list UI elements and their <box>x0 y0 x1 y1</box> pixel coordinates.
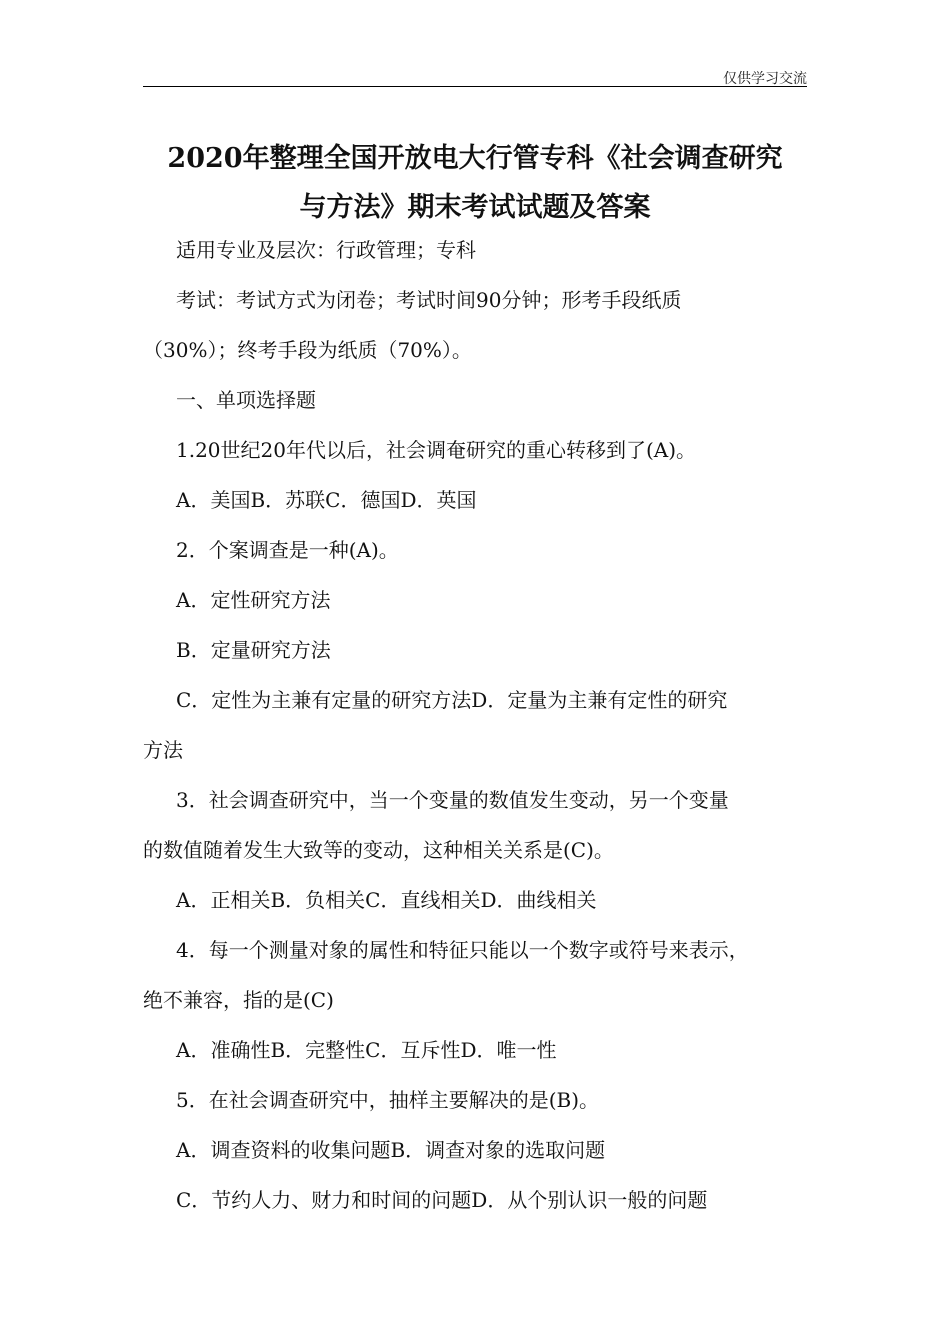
question-2-option-a: A．定性研究方法 <box>176 588 331 612</box>
question-4: 4．每一个测量对象的属性和特征只能以一个数字或符号来表示， <box>176 938 749 962</box>
header-note: 仅供学习交流 <box>723 71 807 87</box>
question-4-cont: 绝不兼容，指的是(C) <box>143 988 334 1012</box>
document-title-line-1: 2020年整理全国开放电大行管专科《社会调查研究 <box>167 143 783 174</box>
question-5-options-cd: C．节约人力、财力和时间的问题D．从个别认识一般的问题 <box>176 1188 708 1212</box>
question-1: 1.20世纪20年代以后，社会调奄研究的重心转移到了(A)。 <box>176 438 697 462</box>
question-3-cont: 的数值随着发生大致等的变动，这种相关关系是(C)。 <box>143 838 614 862</box>
question-2-options-cd-cont: 方法 <box>143 738 183 762</box>
text-line-applicable-major: 适用专业及层次：行政管理；专科 <box>176 238 476 262</box>
text-line-exam-format-cont: （30%）；终考手段为纸质（70%）。 <box>143 338 472 362</box>
text-line-exam-format: 考试：考试方式为闭卷；考试时间90分钟；形考手段纸质 <box>176 288 682 312</box>
header-rule <box>143 86 807 87</box>
question-3-options: A．正相关B．负相关C．直线相关D．曲线相关 <box>176 888 597 912</box>
question-5-options-ab: A．调查资料的收集问题B．调查对象的选取问题 <box>176 1138 606 1162</box>
question-2-options-cd: C．定性为主兼有定量的研究方法D．定量为主兼有定性的研究 <box>176 688 728 712</box>
question-1-options: A．美国B．苏联C．德国D．英国 <box>176 488 477 512</box>
question-3: 3．社会调查研究中，当一个变量的数值发生变动，另一个变量 <box>176 788 729 812</box>
question-4-options: A．准确性B．完整性C．互斥性D．唯一性 <box>176 1038 557 1062</box>
question-5: 5．在社会调查研究中，抽样主要解决的是(B)。 <box>176 1088 600 1112</box>
question-2-option-b: B．定量研究方法 <box>176 638 331 662</box>
document-title-line-2: 与方法》期末考试试题及答案 <box>299 192 651 223</box>
question-2: 2．个案调查是一种(A)。 <box>176 538 399 562</box>
section-heading-single-choice: 一、单项选择题 <box>176 388 316 412</box>
